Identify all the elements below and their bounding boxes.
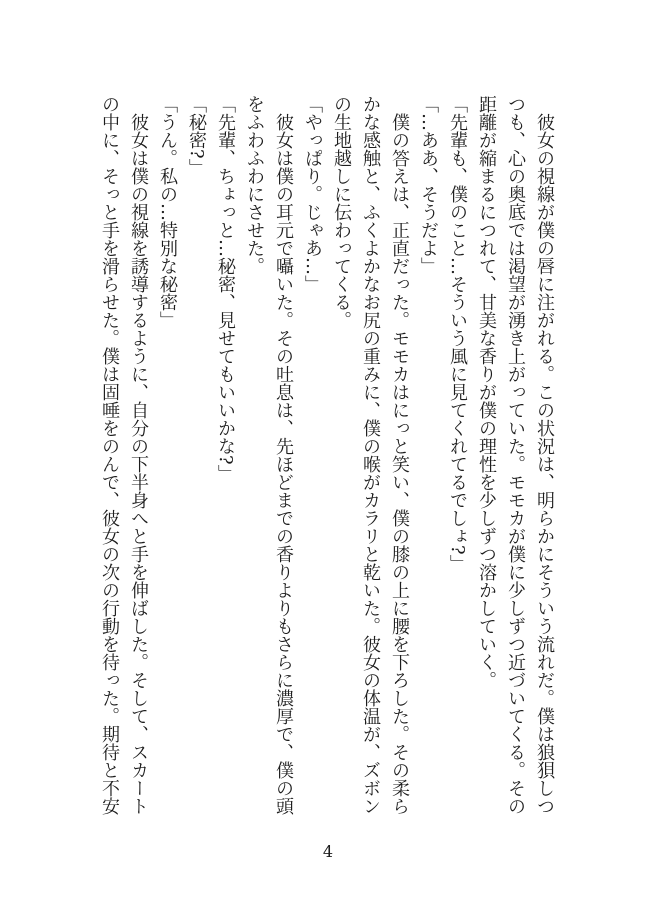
narrative-paragraph: 彼女は僕の耳元で囁いた。その吐息は、先ほどまでの香りよりもさらに濃厚で、僕の頭をふわふわにさせた。: [244, 95, 294, 815]
narrative-paragraph: 僕の答えは、正直だった。モモカはにっと笑い、僕の膝の上に腰を下ろした。その柔らかな感触と、ふくよかなお尻の重みに、僕の喉がカラリと乾いた。彼女の体温が、ズボンの生地越しに伝わってくる。: [331, 95, 410, 815]
dialogue-line: 「先輩も、僕のこと…そういう風に見てくれてるでしょ?」: [447, 95, 468, 573]
narrative-paragraph: 彼女は僕の視線を誘導するように、自分の下半身へと手を伸ばした。そして、スカートの中に、そっと手を滑らせた。僕は固唾をのんで、彼女の次の行動を待った。期待と不安: [99, 95, 149, 815]
dialogue-line: 「秘密?」: [186, 95, 207, 177]
dialogue-line: 「…ああ、そうだよ」: [418, 95, 439, 275]
dialogue-line: 「うん。私の…特別な秘密」: [157, 95, 178, 329]
dialogue-line: 「やっぱり。じゃあ…」: [302, 95, 323, 293]
dialogue-line: 「先輩、ちょっと…秘密、見せてもいいかな?」: [215, 95, 236, 483]
page-number: 4: [322, 842, 334, 861]
body-text: [95, 95, 559, 815]
narrative-paragraph: 彼女の視線が僕の唇に注がれる。この状況は、明らかにそういう流れだ。僕は狼狽しつつも、心の奥底では渇望が湧き上がっていた。モモカが僕に少しずつ近づいてくる。その距離が縮まるにつれて、甘美な香りが僕の理性を少しずつ溶かしていく。: [476, 95, 555, 815]
